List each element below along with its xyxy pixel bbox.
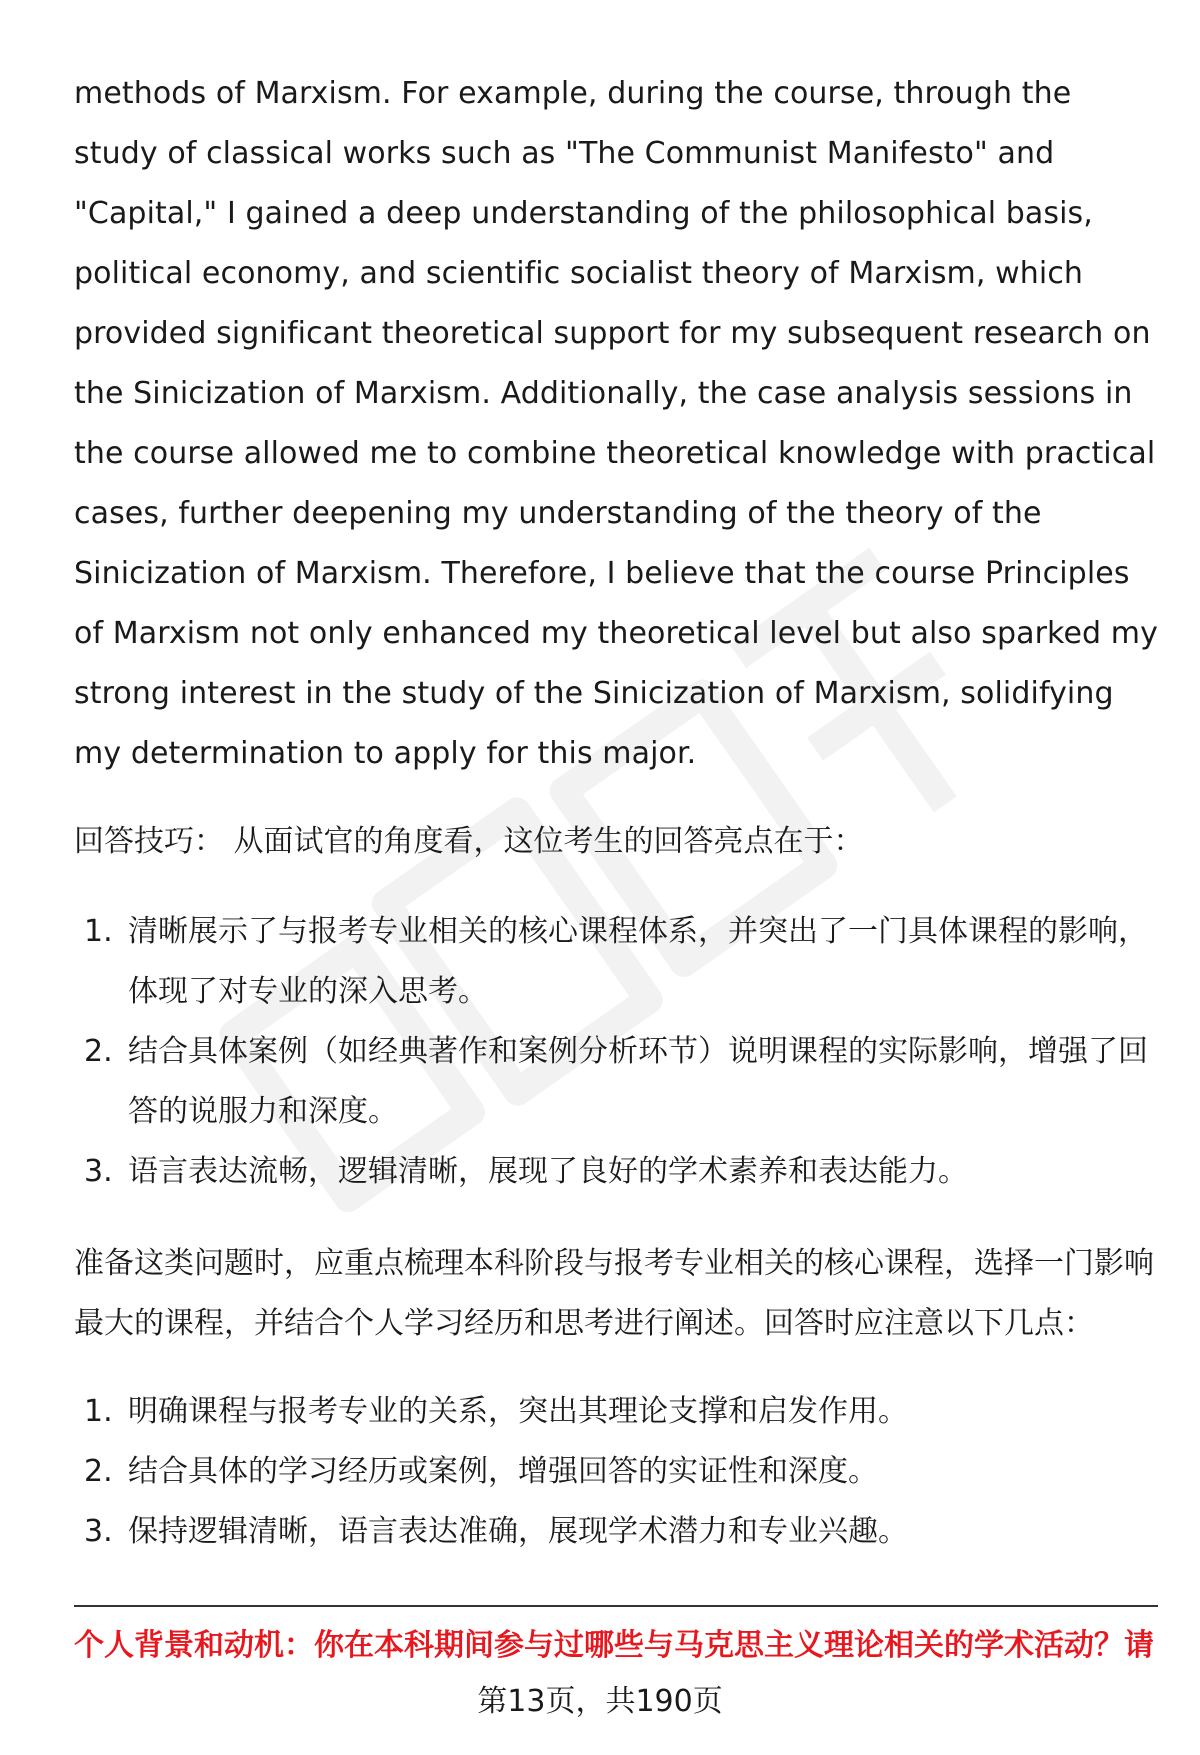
list-item: 3. 语言表达流畅，逻辑清晰，展现了良好的学术素养和表达能力。 xyxy=(84,1154,968,1189)
preparation-points-list xyxy=(74,1382,1154,1562)
list-item: 1. 清晰展示了与报考专业相关的核心课程体系，并突出了一门具体课程的影响，体现了对专业的深入思考。 xyxy=(84,914,1148,1009)
list-item: 3. 保持逻辑清晰，语言表达准确，展现学术潜力和专业兴趣。 xyxy=(84,1514,908,1549)
page-number: 第13页，共190页 xyxy=(477,1684,723,1719)
preparation-intro: 准备这类问题时，应重点梳理本科阶段与报考专业相关的核心课程，选择一门影响最大的课程，并结合个人学习经历和思考进行阐述。回答时应注意以下几点： xyxy=(74,1246,1154,1341)
list-item: 1. 明确课程与报考专业的关系，突出其理论支撑和启发作用。 xyxy=(84,1394,908,1429)
english-answer-paragraph: methods of Marxism. For example, during the course, through the study of classical works such as "The Communist Manifesto" and "Capital," I gained a deep understanding of the philosophical basis, political economy, and scientific socialist theory of Marxism, which provided significant theoretical support for my subsequent research on the Sinicization of Marxism. Additionally, the case analysis sessions in the course allowed me to combine theoretical knowledge with practical cases, further deepening my understanding of the theory of the Sinicization of Marxism. Therefore, I believe that the course Principles of Marxism not only enhanced my theoretical level but also sparked my strong interest in the study of the Sinicization of Marxism, solidifying my determination to apply for this major. xyxy=(74,76,1158,771)
list-item: 2. 结合具体案例（如经典著作和案例分析环节）说明课程的实际影响，增强了回答的说服力和深度。 xyxy=(84,1034,1148,1129)
list-item: 2. 结合具体的学习经历或案例，增强回答的实证性和深度。 xyxy=(84,1454,878,1489)
next-question-heading: 个人背景和动机：你在本科期间参与过哪些与马克思主义理论相关的学术活动？请 xyxy=(74,1628,1154,1663)
highlights-list xyxy=(74,902,1154,1202)
section-divider xyxy=(74,1605,1158,1607)
answer-tips-intro: 回答技巧： 从面试官的角度看，这位考生的回答亮点在于： xyxy=(74,824,864,859)
